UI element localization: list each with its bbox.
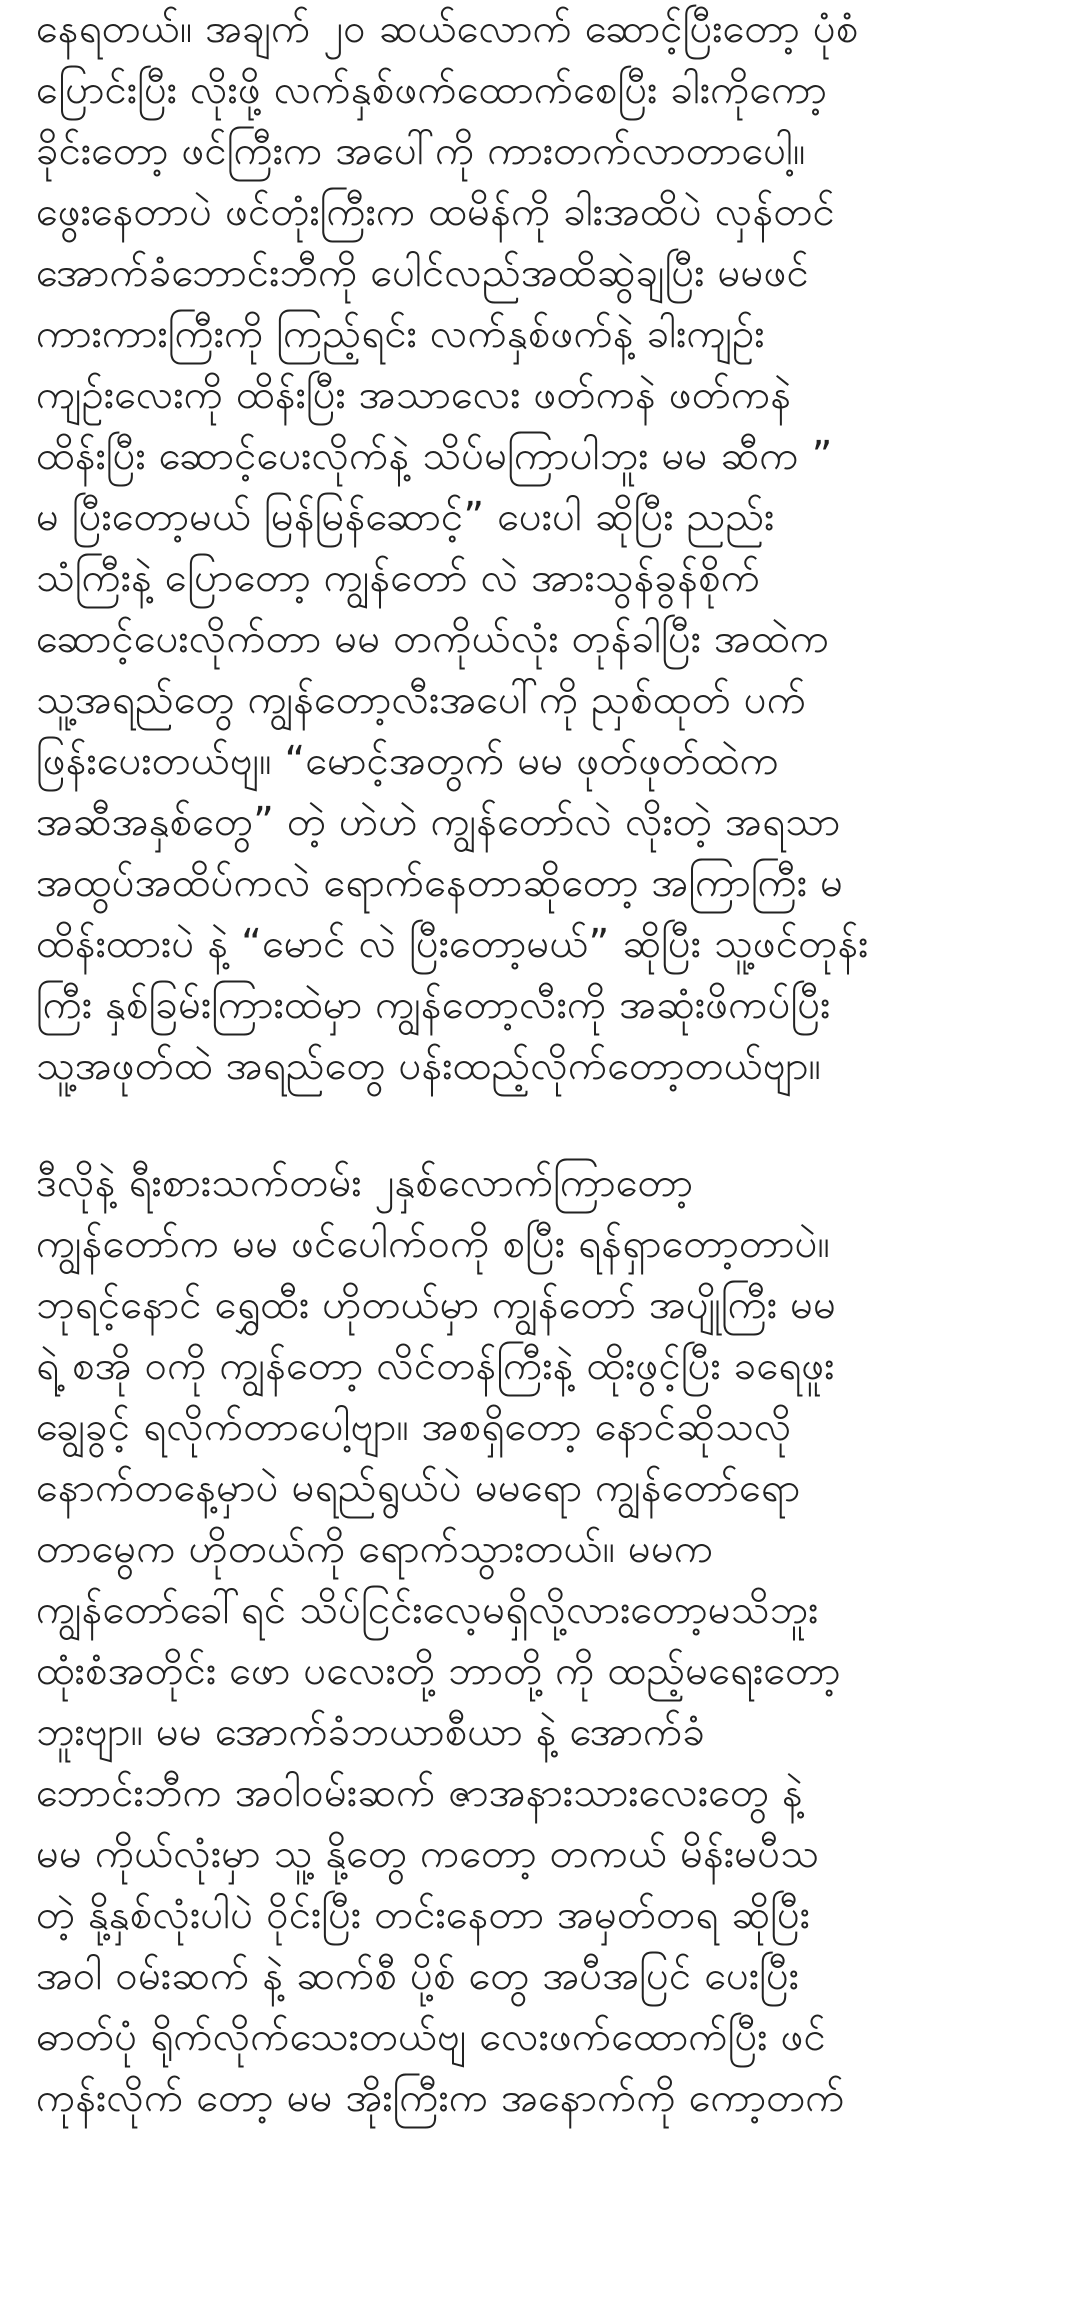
text-line: အောက်ခံဘောင်းဘီကို ပေါင်လည်အထိဆွဲချပြီး မမဖင်: [36, 250, 810, 296]
text-line: သံကြီးနဲ့ ပြောတော့ ကျွန်တော် လဲ အားသွန်ခွန်စိုက်: [36, 555, 761, 601]
text-line: ဆောင့်ပေးလိုက်တာ မမ တကိုယ်လုံး တုန်ခါပြီး အထဲက: [36, 616, 830, 662]
text-line: နောက်တနေ့မှာပဲ မရည်ရွယ်ပဲ မမရော ကျွန်တော်ရော: [36, 1465, 801, 1511]
article-paragraph-2: [0, 1153, 1080, 2190]
text-line: ထိန်းပြီး ဆောင့်ပေးလိုက်နဲ့ သိပ်မကြာပါဘူး မမ ဆီက ”: [36, 433, 833, 479]
text-line: မမ ကိုယ်လုံးမှာ သူ့ နို့တွေ ကတော့ တကယ် မိန်းမပီသ: [36, 1831, 820, 1877]
text-line: နေရတယ်။ အချက် ၂၀ ဆယ်လောက် ဆောင့်ပြီးတော့ ပုံစံ: [36, 6, 859, 52]
text-line: ဘူးဗျာ။ မမ အောက်ခံဘယာစီယာ နဲ့ အောက်ခံ: [36, 1709, 706, 1755]
text-line: တာမွေက ဟိုတယ်ကို ရောက်သွားတယ်။ မမက: [36, 1526, 714, 1572]
text-line: ဓာတ်ပုံ ရိုက်လိုက်သေးတယ်ဗျ လေးဖက်ထောက်ပြီး ဖင်: [36, 2014, 827, 2060]
text-line: ကျွန်တော်ခေါ်ရင် သိပ်ငြင်းလေ့မရှိလို့လားတော့မသိဘူး: [36, 1587, 819, 1633]
text-line: ကျွန်တော်က မမ ဖင်ပေါက်ဝကို စပြီး ရန်ရှာတော့တာပဲ။: [36, 1221, 830, 1267]
text-line: ပြောင်းပြီး လိုးဖို့ လက်နှစ်ဖက်ထောက်စေပြီး ခါးကိုကော့: [36, 67, 828, 113]
text-line: ဖွေးနေတာပဲ ဖင်တုံးကြီးက ထမိန်ကို ခါးအထိပဲ လှန်တင်: [36, 189, 835, 235]
text-line: မ ပြီးတော့မယ် မြန်မြန်ဆောင့်” ပေးပါ ဆိုပြီး ညည်း: [36, 494, 775, 540]
text-line: ထိန်းထားပဲ နဲ့ “မောင် လဲ ပြီးတော့မယ်” ဆိုပြီး သူ့ဖင်တုန်း: [36, 921, 869, 967]
text-line: ဘုရင့်နောင် ရွှေထီး ဟိုတယ်မှာ ကျွန်တော် အပျိုကြီး မမ: [36, 1282, 837, 1328]
text-line: ထုံးစံအတိုင်း ဖော ပလေးတို့ ဘာတို့ ကို ထည့်မရေးတော့: [36, 1648, 841, 1694]
text-line: [36, 2129, 1044, 2190]
text-line: ဖြန်းပေးတယ်ဗျ။ “မောင့်အတွက် မမ ဖုတ်ဖုတ်ထဲက: [36, 738, 779, 784]
text-line: ကျဉ်းလေးကို ထိန်းပြီး အသာလေး ဖတ်ကနဲ ဖတ်ကနဲ: [36, 372, 792, 418]
paragraph-spacer: [0, 1097, 1080, 1153]
text-line: ရဲ့ စအို ဝကို ကျွန်တော့ လိင်တန်ကြီးနဲ့ ထိုးဖွင့်ပြီး ခရေဖူး: [36, 1343, 835, 1389]
text-line: အဝါ ဝမ်းဆက် နဲ့ ဆက်စီ ပို့စ် တွေ အပီအပြင် ပေးပြီး: [36, 1953, 800, 1999]
text-line: ဘောင်းဘီက အဝါဝမ်းဆက် ဇာအနားသားလေးတွေ နဲ့: [36, 1770, 803, 1816]
text-line: ကုန်းလိုက် တော့ မမ အိုးကြီးက အနောက်ကို ကော့တက်: [36, 2075, 845, 2121]
text-line: အဆီအနှစ်တွေ” တဲ့ ဟဲဟဲ ကျွန်တော်လဲ လိုးတဲ့ အရသာ: [36, 799, 841, 845]
text-line: ခိုင်းတော့ ဖင်ကြီးက အပေါ်ကို ကားတက်လာတာပေါ့။: [36, 128, 806, 174]
text-line: ချွေခွင့် ရလိုက်တာပေါ့ဗျာ။ အစရှိတော့ နောင်ဆိုသလို: [36, 1404, 792, 1450]
article-paragraph-1: [0, 0, 1080, 1097]
text-line: သူ့အဖုတ်ထဲ အရည်တွေ ပန်းထည့်လိုက်တော့တယ်ဗျာ။: [36, 1043, 821, 1089]
text-line: သူ့အရည်တွေ ကျွန်တော့လီးအပေါ်ကို ညှစ်ထုတ် ပက်: [36, 677, 807, 723]
text-line: ကားကားကြီးကို ကြည့်ရင်း လက်နှစ်ဖက်နဲ့ ခါးကျဉ်း: [36, 311, 765, 357]
text-line: အထွပ်အထိပ်ကလဲ ရောက်နေတာဆိုတော့ အကြာကြီး မ: [36, 860, 844, 906]
text-line: ဒီလိုနဲ့ ရီးစားသက်တမ်း ၂နှစ်လောက်ကြာတော့: [36, 1160, 694, 1206]
text-line: တဲ့ နို့နှစ်လုံးပါပဲ ဝိုင်းပြီး တင်းနေတာ အမှတ်တရ ဆိုပြီး: [36, 1892, 811, 1938]
text-line: ကြီး နှစ်ခြမ်းကြားထဲမှာ ကျွန်တော့လီးကို အဆုံးဖိကပ်ပြီး: [36, 982, 831, 1028]
